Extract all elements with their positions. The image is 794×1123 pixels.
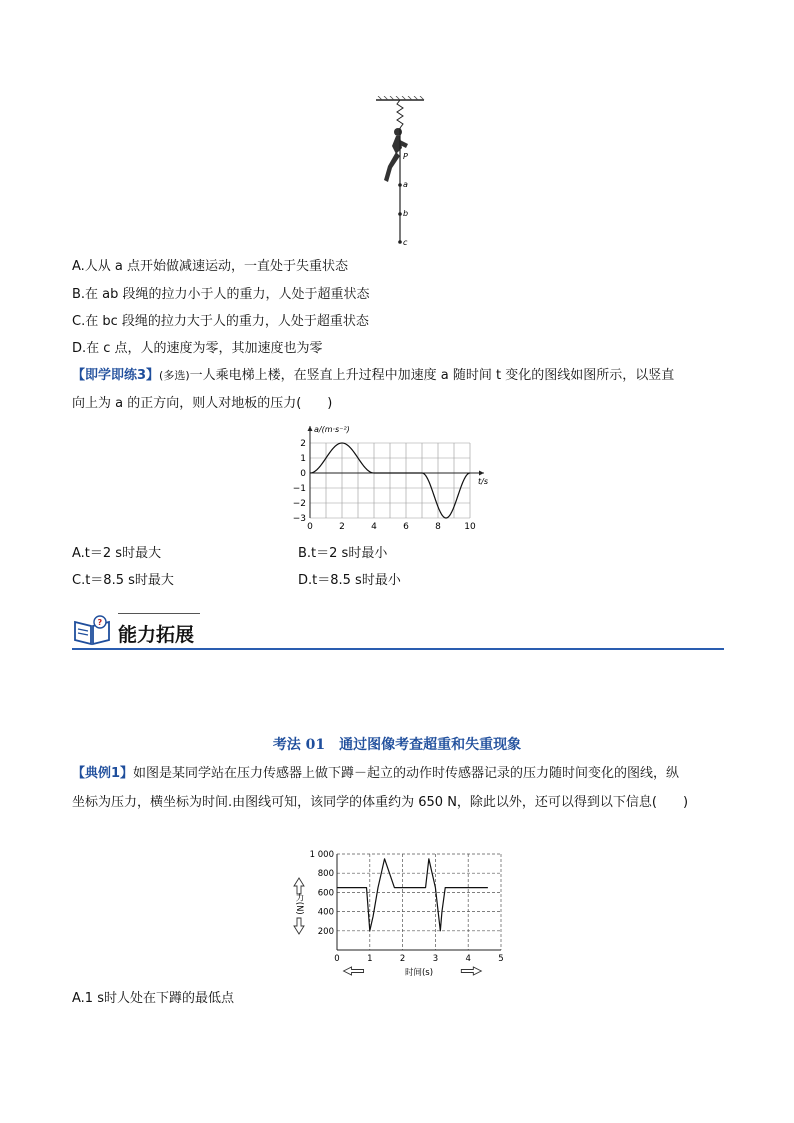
svg-text:?: ? [97,618,103,627]
x-tick-label: 0 [307,522,313,532]
y-tick-label: 400 [317,907,334,918]
point-label-a: a [403,180,408,189]
x-tick-label: 4 [371,522,377,532]
y-tick-label: −1 [292,484,306,494]
x-axis-arrow [479,471,484,476]
y-tick-label: 2 [300,439,306,449]
q3-option-b: B.t＝2 s时最小 [298,546,388,561]
bungee-figure [370,96,430,252]
q3-stem-text: 一人乘电梯上楼，在竖直上升过程中加速度 a 随时间 t 变化的图线如图所示，以竖直 [189,368,675,383]
force-series-line [337,859,488,931]
x-tick-label: 8 [435,522,441,532]
example1-option-a: A.1 s时人处在下蹲的最低点 [72,991,234,1006]
x-tick-label: 10 [464,522,476,532]
example1-line1 [72,765,679,783]
q2-option-b: B.在 ab 段绳的拉力小于人的重力，人处于超重状态 [72,287,370,302]
q3-stem-line1 [72,367,674,385]
y-tick-label: 200 [317,926,334,937]
x-tick-label: 5 [498,954,504,964]
example1-tag: 【典例1】 [72,766,134,781]
y-tick-label: 1 [300,454,306,464]
down-arrow-icon [294,918,304,934]
y-tick-label: −2 [292,499,306,509]
point-label-b: b [403,209,409,218]
q2-option-c: C.在 bc 段绳的拉力大于人的重力，人处于超重状态 [72,314,369,329]
right-arrow-icon [461,967,481,975]
acceleration-chart [290,420,500,538]
point-label-p: P [403,152,408,161]
q3-stem-line2: 向上为 a 的正方向，则人对地板的压力( ) [72,396,333,411]
point-label-c: c [403,238,408,247]
x-tick-label: 2 [339,522,345,532]
q2-option-a: A.人从 a 点开始做减速运动，一直处于失重状态 [72,259,349,274]
q3-multi-tag: (多选) [159,369,190,382]
section-top-rule [118,613,200,614]
book-icon [72,614,112,646]
up-arrow-icon [294,878,304,894]
y-tick-label: 0 [300,469,306,479]
y-tick-label: 800 [317,869,334,880]
q3-tag: 【即学即练3】 [72,368,160,383]
y-axis-label: 力(N) [294,893,304,915]
example1-line2: 坐标为压力，横坐标为时间.由图线可知，该同学的体重约为 650 N，除此以外，还可以得到以下信息( ) [72,795,689,810]
y-tick-label: 1 000 [309,850,334,860]
left-arrow-icon [344,967,364,975]
method-heading: 考法 01 通过图像考查超重和失重现象 [272,737,522,753]
x-tick-label: 6 [403,522,409,532]
x-tick-label: 1 [367,954,373,964]
y-tick-label: 600 [317,888,334,899]
q3-option-c: C.t＝8.5 s时最大 [72,573,174,588]
x-tick-label: 0 [334,954,340,964]
y-axis-label: a/(m·s⁻²) [314,425,350,434]
x-tick-label: 2 [399,954,406,964]
section-rule [72,648,724,650]
x-tick-label: 3 [432,954,439,964]
x-tick-label: 4 [465,954,471,964]
q3-option-a: A.t＝2 s时最大 [72,546,162,561]
force-chart [282,842,522,978]
y-tick-label: −3 [292,514,306,524]
y-axis-arrow [308,426,313,431]
q3-option-d: D.t＝8.5 s时最小 [298,573,401,588]
example1-text: 如图是某同学站在压力传感器上做下蹲－起立的动作时传感器记录的压力随时间变化的图线，纵 [133,766,680,781]
section-title: 能力拓展 [118,624,195,646]
x-axis-label: 时间(s) [404,968,434,978]
x-axis-label: t/s [478,477,488,486]
q2-option-d: D.在 c 点，人的速度为零，其加速度也为零 [72,341,323,356]
